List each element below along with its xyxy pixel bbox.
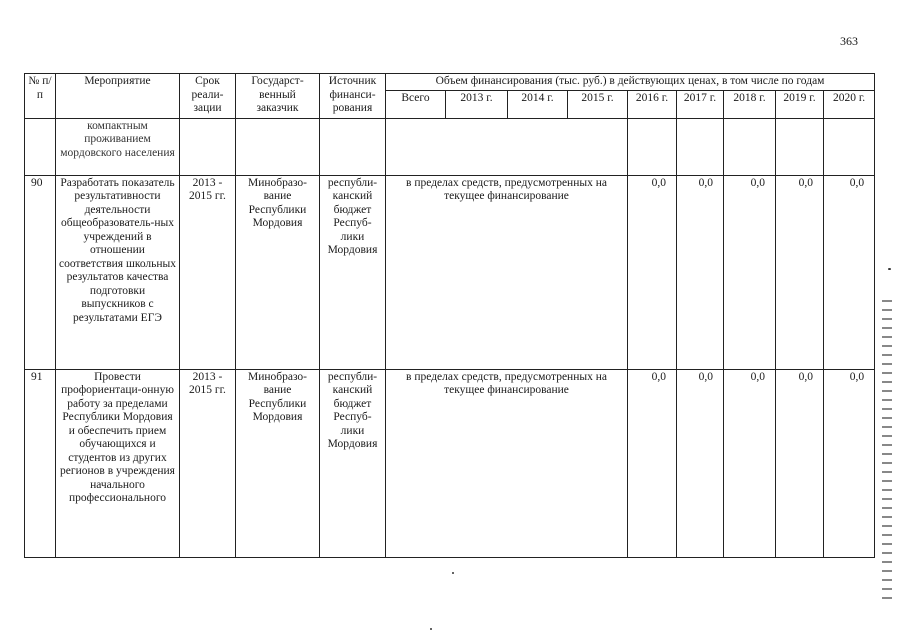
header-total: Всего: [386, 90, 446, 118]
cell-2019: 0,0: [776, 369, 824, 557]
table-row-continuation: [25, 118, 875, 175]
cell-event: компактным проживанием мордовского населения: [56, 118, 180, 175]
cell-event: Провести профориентаци-онную работу за пределами Республики Мордовия и обеспечить прием обучающихся и студентов из других регионов в учреждения начального профессионального: [56, 369, 180, 557]
scan-speck: [452, 572, 454, 574]
header-year-2013: 2013 г.: [446, 90, 508, 118]
header-year-2017: 2017 г.: [677, 90, 724, 118]
cell-2020: 0,0: [824, 369, 875, 557]
cell-funding-note: в пределах средств, предусмотренных на текущее финансирование: [386, 369, 628, 557]
table-row: [25, 369, 875, 557]
cell-2019: 0,0: [776, 175, 824, 369]
table-row: [25, 175, 875, 369]
scan-edge-artifact: [882, 300, 892, 600]
cell-2016: 0,0: [628, 175, 677, 369]
page-number: 363: [840, 34, 858, 48]
header-year-2020: 2020 г.: [824, 90, 875, 118]
cell-2018: 0,0: [724, 175, 776, 369]
cell-event: Разработать показатель результативности деятельности общеобразователь-ных учреждений в отношении соответствия школьных результатов качества подготовки выпускников с результатами ЕГЭ: [56, 175, 180, 369]
cell-2020: 0,0: [824, 175, 875, 369]
cell-customer: Минобразо-вание Республики Мордовия: [236, 175, 320, 369]
cell-2017: 0,0: [677, 175, 724, 369]
scan-speck: [430, 628, 432, 630]
cell-no: [25, 118, 56, 175]
scan-speck: [888, 268, 891, 270]
header-no: № п/п: [25, 74, 56, 119]
header-year-2018: 2018 г.: [724, 90, 776, 118]
cell-no: 90: [25, 175, 56, 369]
header-event: Мероприятие: [56, 74, 180, 119]
cell-term: 2013 - 2015 гг.: [180, 369, 236, 557]
cell-source: республи-канский бюджет Респуб-лики Мордовия: [320, 175, 386, 369]
cell-2016: 0,0: [628, 369, 677, 557]
header-year-2016: 2016 г.: [628, 90, 677, 118]
header-term: Срок реали-зации: [180, 74, 236, 119]
header-year-2019: 2019 г.: [776, 90, 824, 118]
cell-customer: Минобразо-вание Республики Мордовия: [236, 369, 320, 557]
header-year-2015: 2015 г.: [568, 90, 628, 118]
header-source: Источник финанси-рования: [320, 74, 386, 119]
header-customer: Государст-венный заказчик: [236, 74, 320, 119]
cell-term: 2013 - 2015 гг.: [180, 175, 236, 369]
header-funding-group: Объем финансирования (тыс. руб.) в действующих ценах, в том числе по годам: [386, 74, 875, 91]
funding-table: [24, 73, 875, 558]
cell-2018: 0,0: [724, 369, 776, 557]
cell-funding-note: в пределах средств, предусмотренных на текущее финансирование: [386, 175, 628, 369]
header-year-2014: 2014 г.: [508, 90, 568, 118]
cell-2017: 0,0: [677, 369, 724, 557]
cell-source: республи-канский бюджет Респуб-лики Мордовия: [320, 369, 386, 557]
cell-no: 91: [25, 369, 56, 557]
